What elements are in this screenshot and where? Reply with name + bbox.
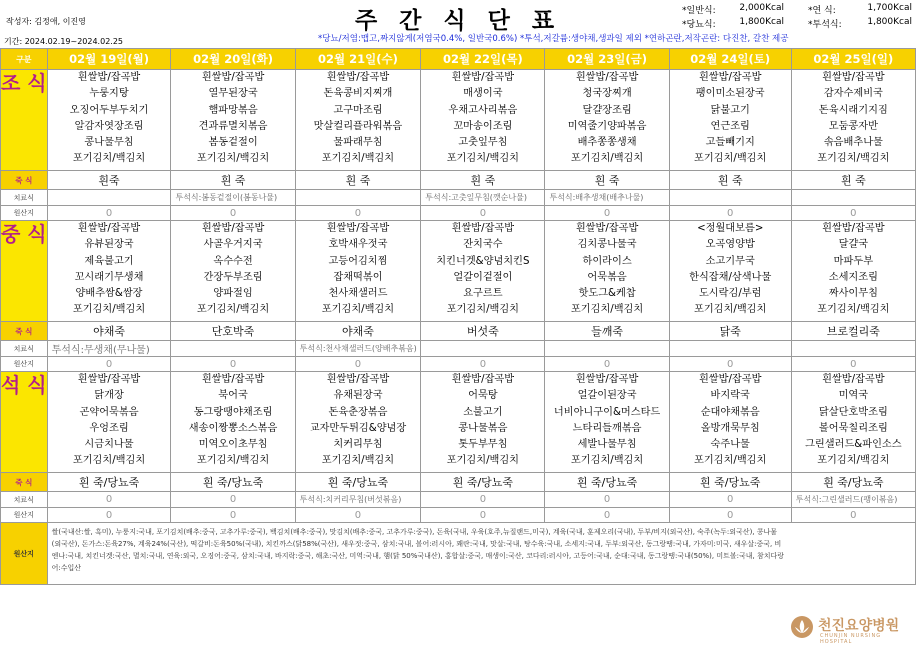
menu-item: 톳두부무침 (458, 439, 508, 451)
origin-cell: 0 (421, 357, 545, 372)
origin-cell: 0 (545, 508, 669, 523)
menu-item: 동그랑땡야채조림 (193, 406, 273, 418)
porridge-cell: 야채죽 (295, 322, 421, 341)
lunch-origin-row (1, 357, 916, 372)
origin-cell: 0 (421, 206, 545, 221)
origin-row (1, 523, 916, 585)
porridge-cell: 버섯죽 (421, 322, 545, 341)
menu-item: 콩나물무침 (84, 137, 134, 149)
origin-text: 쌀(국내산:쌀, 흑미), 누룽지:국내, 포기김치(배추:중국, 고추가루:중국), 백김치(배추:중국), 맛김치(배추:중국, 고추가루:중국), 돈육(국내, 우육(호주,뉴질랜드,미국), 계육(국내, 훈제오리(국내), 두부/비지(외국산), 숙주(녹두:외국산), 콩나물(외국산), 돈가스:돈육27%, 계육24%(국산), 떡갈비:돈육50%(국내), 치킨까스(닭58%(국산), 새우젓:중국, 삼치:국내, 볼어:러시아, 꽤란:국내, 맛살:국내, 탕수육:국내, 소세지:국내, 두부:외국산, 동그랑땡:국내, 가자미:미국, 새우살:중국, 비엔나:국내, 치킨너겟:국산, 멸치:국내, 연육:외국, 오징어:중국, 삼치:국내, 바지락:중국, 해초:국산, 미역:국내, 햄(닭 50%국내산), 홍합살:중국, 매생이:국산, 코다리:러시아, 고등어:국내, 순대:국내, 동그랑땡:국내(50%), 미트볼:국내, 참치다랑어:수입산 (47, 523, 915, 585)
porridge-label: 죽 식 (1, 473, 48, 492)
therapy-cell: 투석식:배추생채(배추나물) (545, 190, 669, 206)
origin-cell: 0 (47, 206, 171, 221)
menu-item: 미역줄기양파볶음 (567, 120, 647, 132)
therapy-cell (669, 190, 791, 206)
breakfast-origin-row (1, 206, 916, 221)
menu-item: 흰쌀밥/잡곡밥 (575, 223, 639, 234)
lunch-porridge-row (1, 322, 916, 341)
menu-item: 알감자엿장조림 (74, 120, 144, 132)
menu-item: 미역국 (838, 390, 869, 402)
menu-item: 곤약어묵볶음 (79, 406, 139, 418)
menu-item: 돈육콩비지찌개 (323, 88, 393, 100)
menu-item: 우채고사리볶음 (448, 104, 518, 116)
menu-item: 마파두부 (833, 255, 874, 267)
sheet-header (0, 0, 916, 48)
porridge-cell: 흰 죽 (421, 171, 545, 190)
menu-item: 소불고기 (463, 406, 503, 418)
menu-item: 세발나물무침 (577, 439, 637, 451)
menu-item: 시금치나물 (84, 439, 134, 451)
menu-item: 포기김치/백김치 (570, 153, 644, 165)
porridge-cell: 흰 죽/당뇨죽 (171, 473, 295, 492)
header-row (1, 49, 916, 70)
porridge-cell: 흰 죽 (669, 171, 791, 190)
day-header: 02월 21일(수) (295, 49, 421, 70)
menu-item: 흰쌀밥/잡곡밥 (77, 223, 141, 234)
porridge-cell: 흰 죽/당뇨죽 (791, 473, 915, 492)
origin-cell: 0 (791, 508, 915, 523)
menu-cell (171, 372, 295, 473)
menu-item: 매생이국 (463, 88, 503, 100)
menu-item: 포기김치/백김치 (694, 455, 767, 467)
menu-item: 교자만두튀김&양념장 (309, 422, 407, 434)
calorie-general: *일반식: 2,000Kcal (682, 3, 784, 16)
origin-cell: 0 (669, 206, 791, 221)
menu-item: 흰쌀밥/잡곡밥 (451, 374, 515, 385)
menu-item: 포기김치/백김치 (321, 153, 395, 165)
menu-cell (791, 70, 915, 171)
menu-item: 흰쌀밥/잡곡밥 (451, 72, 515, 83)
page-title: 주 간 식 단 표 (354, 8, 562, 34)
calorie-dialysis: *투석식: 1,800Kcal (808, 17, 912, 30)
menu-item: 열무된장국 (208, 88, 258, 100)
porridge-cell: 흰 죽 (791, 171, 915, 190)
menu-item: 모둠콩자반 (828, 120, 878, 132)
menu-item: 유뷰된장국 (84, 239, 134, 251)
lunch-label: 중 식 (1, 221, 48, 322)
menu-item: <정월대보름> (697, 223, 764, 234)
porridge-cell: 브로컬리죽 (791, 322, 915, 341)
day-header: 02월 25일(일) (791, 49, 915, 70)
calorie-diabetic: *당뇨식: 1,800Kcal (682, 17, 784, 30)
porridge-cell: 야채죽 (47, 322, 171, 341)
menu-item: 한식잡채/삼색나물 (689, 271, 772, 283)
menu-cell (791, 221, 915, 322)
origin-cell: 0 (47, 508, 171, 523)
menu-cell (421, 372, 545, 473)
menu-cell (295, 221, 421, 322)
menu-item: 너비아니구이&머스타드 (553, 406, 661, 418)
porridge-cell: 흰 죽 (171, 171, 295, 190)
day-header: 02월 22일(목) (421, 49, 545, 70)
menu-item: 새송이짱뽕소스볶음 (188, 422, 278, 434)
menu-cell (47, 70, 171, 171)
menu-item: 달걀장조림 (582, 104, 632, 116)
menu-item: 양파절임 (213, 288, 253, 300)
menu-item: 하이라이스 (582, 255, 632, 267)
menu-item: 고들빼기지 (705, 137, 755, 149)
menu-item: 솎음배추나물 (823, 137, 883, 149)
therapy-cell: 0 (171, 492, 295, 508)
menu-item: 흰쌀밥/잡곡밥 (326, 374, 390, 385)
menu-item: 포기김치/백김치 (72, 455, 146, 467)
menu-item: 어묵탕 (468, 390, 498, 402)
menu-item: 오곡영양밥 (705, 239, 755, 251)
therapy-cell (171, 341, 295, 357)
menu-item: 달걀국 (838, 239, 869, 251)
menu-item: 호박새우젓국 (328, 239, 388, 251)
menu-item: 어묵볶음 (587, 271, 627, 283)
menu-item: 포기김치/백김치 (570, 455, 644, 467)
menu-item: 흰쌀밥/잡곡밥 (326, 223, 390, 234)
menu-item: 콩나물볶음 (458, 422, 508, 434)
menu-item: 돈육시래기지짐 (818, 104, 888, 116)
menu-item: 고구마조림 (333, 104, 383, 116)
origin-cell: 0 (171, 357, 295, 372)
menu-item: 우엉조림 (89, 422, 129, 434)
writer-text: 작성자: 김정애, 이진영 (6, 17, 86, 26)
menu-item: 바지락국 (710, 390, 750, 402)
period-text: 기간: 2024.02.19~2024.02.25 (4, 37, 124, 46)
origin-cell: 0 (171, 206, 295, 221)
origin-cell: 0 (47, 357, 171, 372)
menu-item: 연근조림 (710, 120, 750, 132)
menu-item: 물파래무침 (333, 137, 383, 149)
menu-item: 얼갈이된장국 (577, 390, 637, 402)
menu-item: 누룽지탕 (89, 88, 129, 100)
therapy-cell (791, 341, 915, 357)
menu-cell (47, 372, 171, 473)
porridge-cell: 흰 죽/당뇨죽 (47, 473, 171, 492)
menu-cell (421, 221, 545, 322)
therapy-cell (545, 341, 669, 357)
therapy-label: 치료식 (1, 492, 48, 508)
menu-item: 미역오이초무침 (198, 439, 268, 451)
therapy-cell: 0 (669, 492, 791, 508)
menu-item: 북어국 (218, 390, 248, 402)
menu-item: 도시락김/부럼 (698, 288, 762, 300)
lunch-row (1, 221, 916, 322)
porridge-label: 죽 식 (1, 171, 48, 190)
origin-row-label: 원산지 (1, 206, 48, 221)
breakfast-porridge-row (1, 171, 916, 190)
origin-cell: 0 (295, 357, 421, 372)
menu-item: 흰쌀밥/잡곡밥 (575, 72, 639, 83)
therapy-label: 치료식 (1, 341, 48, 357)
menu-item: 흰쌀밥/잡곡밥 (698, 374, 762, 385)
hospital-sub: CHUNJIN NURSING HOSPITAL (820, 633, 882, 645)
hospital-logo (790, 615, 915, 645)
menu-item: 흰쌀밥/잡곡밥 (822, 374, 885, 385)
menu-cell (669, 372, 791, 473)
origin-row-label: 원산지 (1, 357, 48, 372)
menu-item: 흰쌀밥/잡곡밥 (326, 72, 390, 83)
therapy-cell: 투석식:무생채(무나물) (47, 341, 171, 357)
porridge-cell: 흰 죽/당뇨죽 (295, 473, 421, 492)
menu-item: 천사채샐러드 (328, 288, 388, 300)
therapy-cell: 투석식:천사채샐러드(양배추볶음) (295, 341, 421, 357)
origin-cell: 0 (669, 508, 791, 523)
menu-item: 흰쌀밥/잡곡밥 (822, 223, 885, 234)
menu-cell (421, 70, 545, 171)
menu-cell (545, 221, 669, 322)
menu-item: 고춧잎무침 (458, 137, 508, 149)
porridge-cell: 흰 죽/당뇨죽 (545, 473, 669, 492)
menu-item: 포기김치/백김치 (72, 304, 146, 316)
menu-item: 그린샐러드&파인소스 (805, 439, 902, 451)
menu-item: 소고기무국 (705, 255, 755, 267)
origin-label: 원산지 (1, 523, 48, 585)
menu-cell (171, 70, 295, 171)
menu-item: 오징어두부두치기 (69, 104, 149, 116)
therapy-cell (791, 190, 915, 206)
menu-item: 햄파망볶음 (208, 104, 258, 116)
porridge-cell: 흰 죽/당뇨죽 (669, 473, 791, 492)
menu-item: 옥수수전 (213, 255, 253, 267)
menu-item: 청국장찌개 (582, 88, 632, 100)
menu-item: 흰쌀밥/잡곡밥 (698, 72, 762, 83)
menu-item: 흰쌀밥/잡곡밥 (822, 72, 885, 83)
menu-item: 잔치국수 (463, 239, 503, 251)
menu-item: 소세지조림 (828, 271, 878, 283)
origin-cell: 0 (421, 508, 545, 523)
therapy-cell (421, 341, 545, 357)
lunch-therapy-row (1, 341, 916, 357)
day-header: 02월 19일(월) (47, 49, 171, 70)
menu-item: 포기김치/백김치 (446, 455, 520, 467)
menu-item: 순대야채볶음 (700, 406, 760, 418)
lotus-logo-icon (790, 615, 814, 639)
menu-cell (47, 221, 171, 322)
therapy-cell: 0 (421, 492, 545, 508)
weekly-menu-table (0, 48, 916, 585)
menu-item: 닭개장 (94, 390, 124, 402)
day-header: 02월 20일(화) (171, 49, 295, 70)
therapy-cell: 투석식:고춧잎무침(깻순나물) (421, 190, 545, 206)
menu-item: 팽이미소된장국 (695, 88, 765, 100)
therapy-cell: 투석식:봄동겉절이(봄동나물) (171, 190, 295, 206)
therapy-label: 치료식 (1, 190, 48, 206)
menu-item: 포기김치/백김치 (321, 304, 395, 316)
origin-cell: 0 (791, 357, 915, 372)
menu-item: 흰쌀밥/잡곡밥 (201, 374, 265, 385)
therapy-cell (47, 190, 171, 206)
origin-row-label: 원산지 (1, 508, 48, 523)
origin-cell: 0 (669, 357, 791, 372)
menu-item: 김치콩나물국 (577, 239, 637, 251)
menu-item: 포기김치/백김치 (446, 304, 520, 316)
dinner-therapy-row (1, 492, 916, 508)
menu-item: 견과류멸치볶음 (198, 120, 268, 132)
menu-cell (669, 70, 791, 171)
menu-item: 배추쫑쫑생채 (577, 137, 637, 149)
menu-item: 양배추쌈&쌈장 (75, 288, 143, 300)
breakfast-therapy-row (1, 190, 916, 206)
menu-item: 흰쌀밥/잡곡밥 (451, 223, 515, 234)
menu-item: 제육불고기 (84, 255, 134, 267)
menu-item: 맛살컬리플라워볶음 (313, 120, 403, 132)
menu-item: 포기김치/백김치 (817, 304, 890, 316)
menu-item: 감자수제비국 (823, 88, 883, 100)
origin-cell: 0 (295, 508, 421, 523)
therapy-cell: 0 (545, 492, 669, 508)
menu-cell (669, 221, 791, 322)
menu-item: 포기김치/백김치 (196, 153, 270, 165)
menu-item: 닭불고기 (710, 104, 750, 116)
origin-cell: 0 (171, 508, 295, 523)
day-header: 02월 23일(금) (545, 49, 669, 70)
dinner-label: 석 식 (1, 372, 48, 473)
breakfast-row (1, 70, 916, 171)
menu-item: 포기김치/백김치 (817, 153, 890, 165)
therapy-cell (295, 190, 421, 206)
diet-notes: *당뇨/저염:맵고,짜지않게(저염국0.4%, 일반국0.6%) *투석,저갈륨:생야채,생과일 제외 *연하곤란,저작곤란: 다진찬, 갈찬 제공 (318, 34, 789, 44)
menu-item: 치킨너겟&양념치킨S (436, 255, 530, 267)
menu-item: 포기김치/백김치 (446, 153, 520, 165)
menu-item: 사골우거지국 (203, 239, 263, 251)
menu-cell (545, 70, 669, 171)
menu-item: 돈육춘장볶음 (328, 406, 388, 418)
menu-item: 포기김치/백김치 (196, 455, 270, 467)
menu-cell (171, 221, 295, 322)
menu-item: 숙주나물 (710, 439, 750, 451)
menu-item: 꼬시래기무생채 (74, 271, 144, 283)
calorie-soft: *연 식: 1,700Kcal (808, 3, 912, 16)
day-header: 02월 24일(토) (669, 49, 791, 70)
menu-item: 봄동겉절이 (208, 137, 258, 149)
porridge-cell: 흰 죽/당뇨죽 (421, 473, 545, 492)
porridge-cell: 단호박죽 (171, 322, 295, 341)
menu-item: 꼬마송이조림 (453, 120, 513, 132)
gubun-label: 구분 (1, 49, 48, 70)
menu-item: 포기김치/백김치 (321, 455, 395, 467)
menu-item: 짜사이무침 (828, 288, 878, 300)
porridge-cell: 흰죽 (47, 171, 171, 190)
porridge-label: 죽 식 (1, 322, 48, 341)
dinner-origin-row (1, 508, 916, 523)
breakfast-label: 조 식 (1, 70, 48, 171)
origin-cell: 0 (545, 357, 669, 372)
menu-item: 고등어김치찜 (328, 255, 388, 267)
menu-item: 닭살단호박조림 (818, 406, 888, 418)
menu-item: 포기김치/백김치 (817, 455, 890, 467)
therapy-cell (669, 341, 791, 357)
menu-cell (295, 372, 421, 473)
porridge-cell: 들깨죽 (545, 322, 669, 341)
porridge-cell: 흰 죽 (295, 171, 421, 190)
menu-item: 얼갈이겉절이 (453, 271, 513, 283)
menu-item: 요구르트 (463, 288, 503, 300)
menu-item: 흰쌀밥/잡곡밥 (201, 223, 265, 234)
menu-item: 흰쌀밥/잡곡밥 (77, 72, 141, 83)
menu-item: 포기김치/백김치 (694, 304, 767, 316)
menu-item: 느타리들깨볶음 (572, 422, 642, 434)
menu-item: 포기김치/백김치 (694, 153, 767, 165)
menu-item: 흰쌀밥/잡곡밥 (201, 72, 265, 83)
menu-item: 포기김치/백김치 (570, 304, 644, 316)
menu-item: 흰쌀밥/잡곡밥 (575, 374, 639, 385)
dinner-porridge-row (1, 473, 916, 492)
dinner-row (1, 372, 916, 473)
therapy-cell: 0 (47, 492, 171, 508)
menu-item: 포기김치/백김치 (196, 304, 270, 316)
menu-item: 올방개묵무침 (700, 422, 760, 434)
menu-item: 잡채떡볶이 (333, 271, 383, 283)
menu-item: 흰쌀밥/잡곡밥 (77, 374, 141, 385)
menu-cell (791, 372, 915, 473)
porridge-cell: 흰 죽 (545, 171, 669, 190)
menu-item: 볼어묵칠리조림 (818, 422, 888, 434)
origin-cell: 0 (791, 206, 915, 221)
porridge-cell: 닭죽 (669, 322, 791, 341)
therapy-cell: 투석식:치커리무침(버섯볶음) (295, 492, 421, 508)
menu-item: 치커리무침 (333, 439, 383, 451)
hospital-name: 천진요양병원 (818, 618, 900, 634)
menu-cell (545, 372, 669, 473)
menu-item: 핫도그&케찹 (578, 288, 636, 300)
origin-cell: 0 (545, 206, 669, 221)
menu-cell (295, 70, 421, 171)
menu-item: 유채된장국 (333, 390, 383, 402)
therapy-cell: 투석식:그린샐러드(팽이볶음) (791, 492, 915, 508)
menu-item: 포기김치/백김치 (72, 153, 146, 165)
menu-item: 간장두부조림 (203, 271, 263, 283)
origin-cell: 0 (295, 206, 421, 221)
